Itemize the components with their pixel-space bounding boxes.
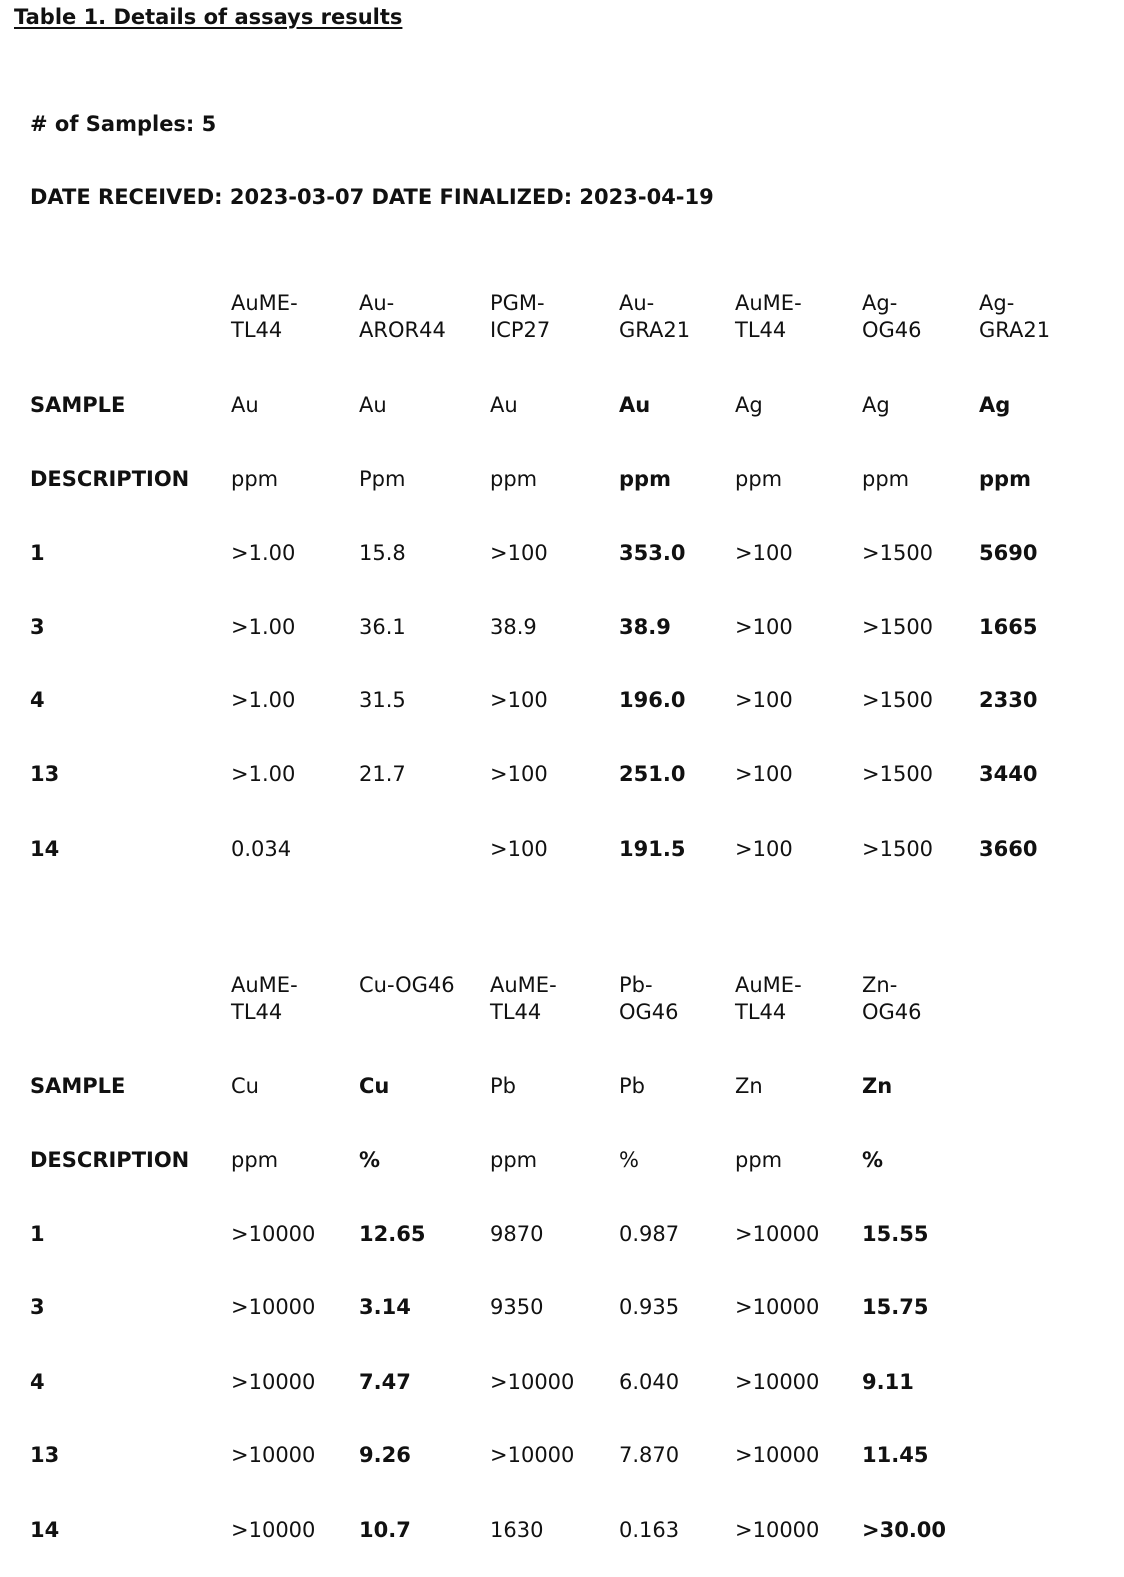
table-cell: 11.45 (862, 1443, 929, 1467)
table-cell: 6.040 (619, 1370, 680, 1394)
table-cell: >100 (490, 541, 548, 565)
unit-header: ppm (619, 467, 671, 491)
table-cell: 3440 (979, 762, 1038, 786)
table-cell: 9870 (490, 1222, 544, 1246)
sample-id: 1 (30, 541, 45, 565)
table-cell: >10000 (490, 1370, 575, 1394)
element-header: Ag (979, 393, 1011, 417)
description-label: DESCRIPTION (30, 467, 190, 491)
table-cell: >100 (735, 762, 793, 786)
table-cell: 7.870 (619, 1443, 680, 1467)
table-cell: >1500 (862, 688, 934, 712)
table-cell: >10000 (490, 1443, 575, 1467)
samples-count: # of Samples: 5 (30, 112, 217, 136)
table-cell: 251.0 (619, 762, 686, 786)
table-cell: 1630 (490, 1518, 544, 1542)
table-cell: 9.11 (862, 1370, 914, 1394)
sample-id: 13 (30, 762, 60, 786)
sample-id: 3 (30, 615, 45, 639)
table-cell: 0.163 (619, 1518, 680, 1542)
table-cell: >10000 (231, 1370, 316, 1394)
table-cell: >1.00 (231, 541, 296, 565)
table-cell: >1500 (862, 541, 934, 565)
element-header: Zn (735, 1074, 763, 1098)
table-cell: 15.75 (862, 1295, 929, 1319)
method-header: Ag- GRA21 (979, 291, 1051, 342)
table-cell: 7.47 (359, 1370, 411, 1394)
method-header: AuME- TL44 (490, 973, 557, 1024)
table-cell: >100 (735, 541, 793, 565)
method-header: AuME- TL44 (735, 291, 802, 342)
table-cell: >10000 (735, 1443, 820, 1467)
element-header: Cu (231, 1074, 259, 1098)
element-header: Au (359, 393, 387, 417)
table-cell: 3.14 (359, 1295, 411, 1319)
element-header: Au (231, 393, 259, 417)
table-cell: 0.034 (231, 837, 292, 861)
method-header: Pb- OG46 (619, 973, 679, 1024)
table-cell: >30.00 (862, 1518, 947, 1542)
table-cell: >10000 (231, 1518, 316, 1542)
table-cell: 36.1 (359, 615, 406, 639)
method-header: Ag- OG46 (862, 291, 922, 342)
table-cell: 9.26 (359, 1443, 411, 1467)
table-cell: >1.00 (231, 615, 296, 639)
table-cell: >1500 (862, 837, 934, 861)
table-cell: >1500 (862, 615, 934, 639)
element-header: Au (619, 393, 651, 417)
table-cell: >100 (490, 688, 548, 712)
sample-id: 14 (30, 1518, 60, 1542)
table-cell: 0.987 (619, 1222, 680, 1246)
table-cell: >100 (490, 837, 548, 861)
table-cell: 3660 (979, 837, 1038, 861)
table-cell: >10000 (735, 1370, 820, 1394)
unit-header: % (862, 1148, 884, 1172)
sample-id: 3 (30, 1295, 45, 1319)
sample-id: 4 (30, 688, 45, 712)
table-cell: >1.00 (231, 762, 296, 786)
table-cell: >10000 (735, 1295, 820, 1319)
table-cell: 5690 (979, 541, 1038, 565)
table-cell: 1665 (979, 615, 1038, 639)
table-cell: >100 (735, 837, 793, 861)
unit-header: ppm (735, 467, 783, 491)
table-cell: >10000 (735, 1222, 820, 1246)
method-header: Au- GRA21 (619, 291, 691, 342)
element-header: Pb (619, 1074, 645, 1098)
table-cell: 12.65 (359, 1222, 426, 1246)
sample-id: 13 (30, 1443, 60, 1467)
element-header: Ag (862, 393, 890, 417)
table-cell: >100 (735, 688, 793, 712)
method-header: AuME- TL44 (231, 973, 298, 1024)
element-header: Cu (359, 1074, 390, 1098)
table-cell: >10000 (231, 1222, 316, 1246)
sample-id: 4 (30, 1370, 45, 1394)
date-line: DATE RECEIVED: 2023-03-07 DATE FINALIZED: 2023-04-19 (30, 185, 714, 209)
element-header: Au (490, 393, 518, 417)
element-header: Pb (490, 1074, 516, 1098)
unit-header: ppm (231, 1148, 279, 1172)
unit-header: ppm (231, 467, 279, 491)
table-cell: 31.5 (359, 688, 406, 712)
table-cell: 353.0 (619, 541, 686, 565)
method-header: AuME- TL44 (231, 291, 298, 342)
table-cell: 15.55 (862, 1222, 929, 1246)
unit-header: ppm (862, 467, 910, 491)
element-header: Ag (735, 393, 763, 417)
table-cell: >10000 (231, 1295, 316, 1319)
sample-label: SAMPLE (30, 393, 126, 417)
page-title: Table 1. Details of assays results (14, 5, 403, 29)
method-header: Au- AROR44 (359, 291, 446, 342)
unit-header: Ppm (359, 467, 406, 491)
unit-header: ppm (735, 1148, 783, 1172)
table-cell: 196.0 (619, 688, 686, 712)
table-cell: >1500 (862, 762, 934, 786)
description-label: DESCRIPTION (30, 1148, 190, 1172)
method-header: Zn- OG46 (862, 973, 922, 1024)
table-cell: >10000 (735, 1518, 820, 1542)
table-cell: >1.00 (231, 688, 296, 712)
method-header: Cu-OG46 (359, 973, 455, 997)
table-cell: 191.5 (619, 837, 686, 861)
unit-header: ppm (490, 467, 538, 491)
table-cell: 21.7 (359, 762, 406, 786)
table-cell: 15.8 (359, 541, 406, 565)
table-cell: 38.9 (490, 615, 537, 639)
table-cell: 10.7 (359, 1518, 411, 1542)
unit-header: ppm (490, 1148, 538, 1172)
sample-id: 1 (30, 1222, 45, 1246)
table-cell: >100 (735, 615, 793, 639)
table-cell: 0.935 (619, 1295, 680, 1319)
unit-header: ppm (979, 467, 1031, 491)
sample-label: SAMPLE (30, 1074, 126, 1098)
table-cell: 9350 (490, 1295, 544, 1319)
unit-header: % (619, 1148, 639, 1172)
table-cell: 38.9 (619, 615, 671, 639)
unit-header: % (359, 1148, 381, 1172)
table-cell: 2330 (979, 688, 1038, 712)
method-header: PGM- ICP27 (490, 291, 551, 342)
table-cell: >100 (490, 762, 548, 786)
table-cell: >10000 (231, 1443, 316, 1467)
method-header: AuME- TL44 (735, 973, 802, 1024)
sample-id: 14 (30, 837, 60, 861)
element-header: Zn (862, 1074, 893, 1098)
